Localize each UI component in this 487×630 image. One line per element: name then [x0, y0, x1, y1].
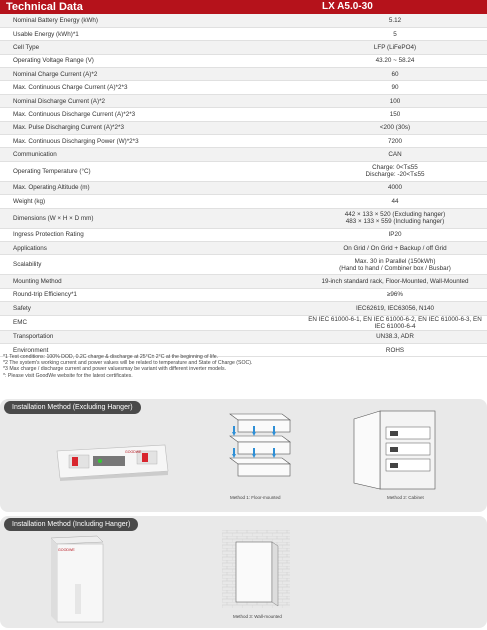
spec-label: Safety: [0, 302, 247, 315]
spec-label: Nominal Charge Current (A)*2: [0, 68, 247, 81]
footnote: *: Please visit GoodWe website for the latest certificates.: [3, 372, 133, 379]
spec-label: Operating Voltage Range (V): [0, 54, 247, 67]
spec-label: Max. Continuous Discharge Current (A)*2*3: [0, 108, 247, 121]
spec-row: [0, 228, 487, 241]
spec-value: 5: [247, 27, 487, 40]
spec-row: [0, 315, 487, 330]
spec-label: Usable Energy (kWh)*1: [0, 27, 247, 40]
spec-row: [0, 94, 487, 107]
spec-row: [0, 161, 487, 181]
spec-value: 43.20 ~ 58.24: [247, 54, 487, 67]
section-title: Installation Method (Including Hanger): [4, 518, 138, 531]
page-title: Technical Data: [6, 1, 83, 13]
spec-value: IEC62619, IEC63056, N140: [247, 302, 487, 315]
battery-hanger-image: [45, 534, 115, 624]
spec-label: Weight (kg): [0, 195, 247, 208]
spec-row: [0, 255, 487, 275]
spec-value: 19-inch standard rack, Floor-Mounted, Wall-Mounted: [247, 275, 487, 288]
spec-value: Charge: 0<T≤55 Discharge: -20<T≤55: [247, 161, 487, 181]
brand-logo: GOODWE: [125, 450, 142, 454]
spec-label: Operating Temperature (°C): [0, 161, 247, 181]
spec-value: EN IEC 61000-6-1, EN IEC 61000-6-2, EN IEC 61000-6-3, EN IEC 61000-6-4: [247, 315, 487, 330]
model-name: LX A5.0-30: [322, 1, 373, 12]
spec-value: 442 × 133 × 520 (Excluding hanger) 483 × 133 × 559 (Including hanger): [247, 208, 487, 228]
spec-row: [0, 121, 487, 134]
spec-value: 100: [247, 94, 487, 107]
spec-row: [0, 108, 487, 121]
spec-label: Scalability: [0, 255, 247, 275]
spec-row: [0, 288, 487, 301]
caption-floor: Method 1: Floor-mounted: [230, 495, 281, 500]
spec-label: EMC: [0, 315, 247, 330]
spec-value: 90: [247, 81, 487, 94]
spec-value: IP20: [247, 228, 487, 241]
spec-value: Max. 30 in Parallel (150kWh) (Hand to hand / Combiner box / Busbar): [247, 255, 487, 275]
spec-row: [0, 81, 487, 94]
spec-label: Mounting Method: [0, 275, 247, 288]
spec-value: ≥96%: [247, 288, 487, 301]
spec-label: Max. Pulse Discharging Current (A)*2*3: [0, 121, 247, 134]
cabinet-image: [350, 407, 440, 492]
spec-row: [0, 302, 487, 315]
battery-front-image: [55, 441, 170, 481]
brand-logo: GOODWE: [58, 548, 75, 552]
spec-label: Applications: [0, 241, 247, 254]
spec-value: 7200: [247, 135, 487, 148]
spec-row: [0, 148, 487, 161]
spec-row: [0, 241, 487, 254]
spec-row: [0, 208, 487, 228]
spec-label: Max. Continuous Charge Current (A)*2*3: [0, 81, 247, 94]
spec-value: 150: [247, 108, 487, 121]
spec-value: 44: [247, 195, 487, 208]
spec-label: Ingress Protection Rating: [0, 228, 247, 241]
caption-wall: Method 3: Wall-mounted: [233, 614, 282, 619]
floor-mounted-image: [212, 406, 297, 491]
spec-row: [0, 54, 487, 67]
spec-row: [0, 14, 487, 27]
spec-value: 4000: [247, 181, 487, 194]
spec-row: [0, 27, 487, 40]
spec-value: On Grid / On Grid + Backup / off Grid: [247, 241, 487, 254]
spec-value: 5.12: [247, 14, 487, 27]
spec-row: [0, 195, 487, 208]
spec-label: Nominal Battery Energy (kWh): [0, 14, 247, 27]
spec-value: LFP (LiFePO4): [247, 41, 487, 54]
spec-row: [0, 68, 487, 81]
spec-row: [0, 41, 487, 54]
spec-row: [0, 135, 487, 148]
footnote: *3 Max charge / discharge current and power valuesmay be variant with different inverter models.: [3, 366, 227, 373]
spec-row: [0, 330, 487, 343]
spec-label: Max. Continuous Discharging Power (W)*2*3: [0, 135, 247, 148]
footnote: *2 The system's working current and power values will be related to temperature and State of Charge (SOC).: [3, 360, 253, 367]
spec-row: [0, 275, 487, 288]
spec-label: Max. Operating Altitude (m): [0, 181, 247, 194]
spec-label: Communication: [0, 148, 247, 161]
wall-mounted-image: [222, 530, 292, 610]
section-title: Installation Method (Excluding Hanger): [4, 401, 141, 414]
caption-cabinet: Method 2: Cabinet: [387, 495, 424, 500]
spec-value: UN38.3, ADR: [247, 330, 487, 343]
footnotes: [3, 354, 252, 379]
spec-value: 60: [247, 68, 487, 81]
spec-value: CAN: [247, 148, 487, 161]
install-panel-excluding: [0, 399, 487, 512]
spec-value: <200 (30s): [247, 121, 487, 134]
spec-row: [0, 181, 487, 194]
spec-label: Dimensions (W × H × D mm): [0, 208, 247, 228]
install-panel-including: [0, 516, 487, 628]
spec-label: Round-trip Efficiency*1: [0, 288, 247, 301]
footnote: *1 Test conditions: 100% DOD, 0.2C charge & discharge at 25°C± 2°C at the beginning of life.: [3, 354, 219, 360]
spec-label: Transportation: [0, 330, 247, 343]
spec-label: Nominal Discharge Current (A)*2: [0, 94, 247, 107]
spec-value: ROHS: [247, 343, 487, 356]
header-bar: [0, 0, 487, 14]
spec-label: Environment: [0, 343, 247, 356]
spec-table: [0, 14, 487, 357]
spec-label: Cell Type: [0, 41, 247, 54]
